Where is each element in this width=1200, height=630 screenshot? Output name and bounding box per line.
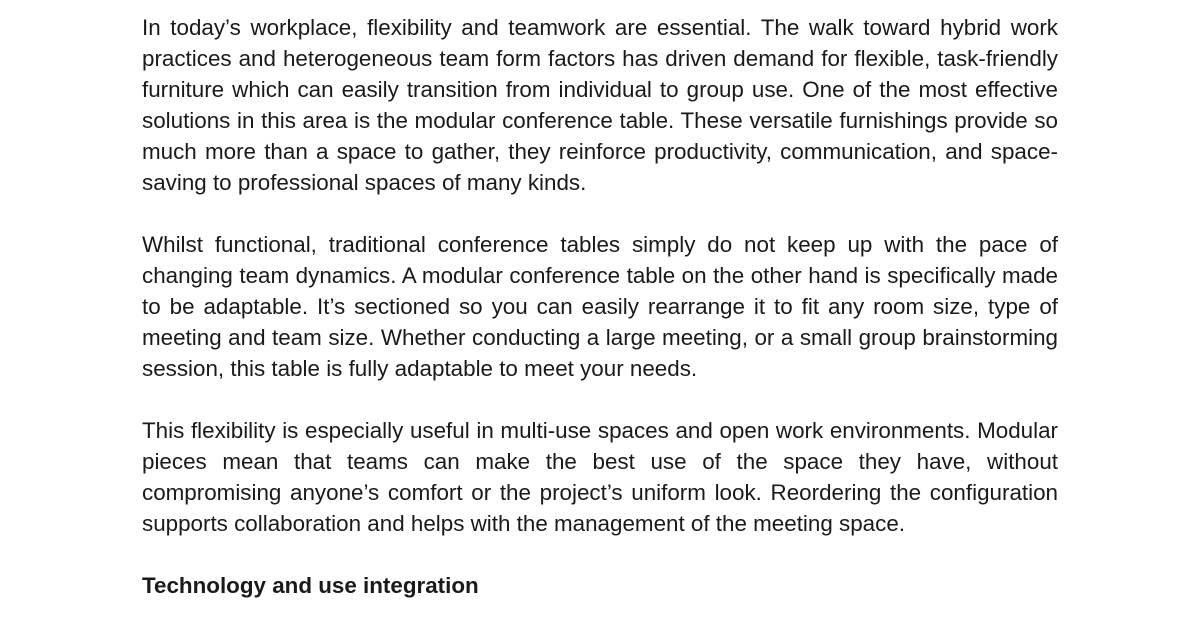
document-body	[142, 12, 1058, 601]
paragraph-traditional-tables: Whilst functional, traditional conference tables simply do not keep up with the pace of changing team dynamics. A modular conference table on the other hand is specifically made to be adaptable. It’s sectioned so you can easily rearrange it to fit any room size, type of meeting and team size. Whether conducting a large meeting, or a small group brainstorming session, this table is fully adaptable to meet your needs.	[142, 232, 1058, 381]
paragraph-intro: In today’s workplace, flexibility and teamwork are essential. The walk toward hybrid work practices and heterogeneous team form factors has driven demand for flexible, task-friendly furniture which can easily transition from individual to group use. One of the most effective solutions in this area is the modular conference table. These versatile furnishings provide so much more than a space to gather, they reinforce productivity, communication, and space-saving to professional spaces of many kinds.	[142, 15, 1058, 195]
paragraph-flexibility: This flexibility is especially useful in multi-use spaces and open work environments. Modular pieces mean that teams can make the best use of the space they have, without compromising anyone’s comfort or the project’s uniform look. Reordering the configuration supports collaboration and helps with the management of the meeting space.	[142, 418, 1058, 536]
section-heading: Technology and use integration	[142, 573, 479, 598]
